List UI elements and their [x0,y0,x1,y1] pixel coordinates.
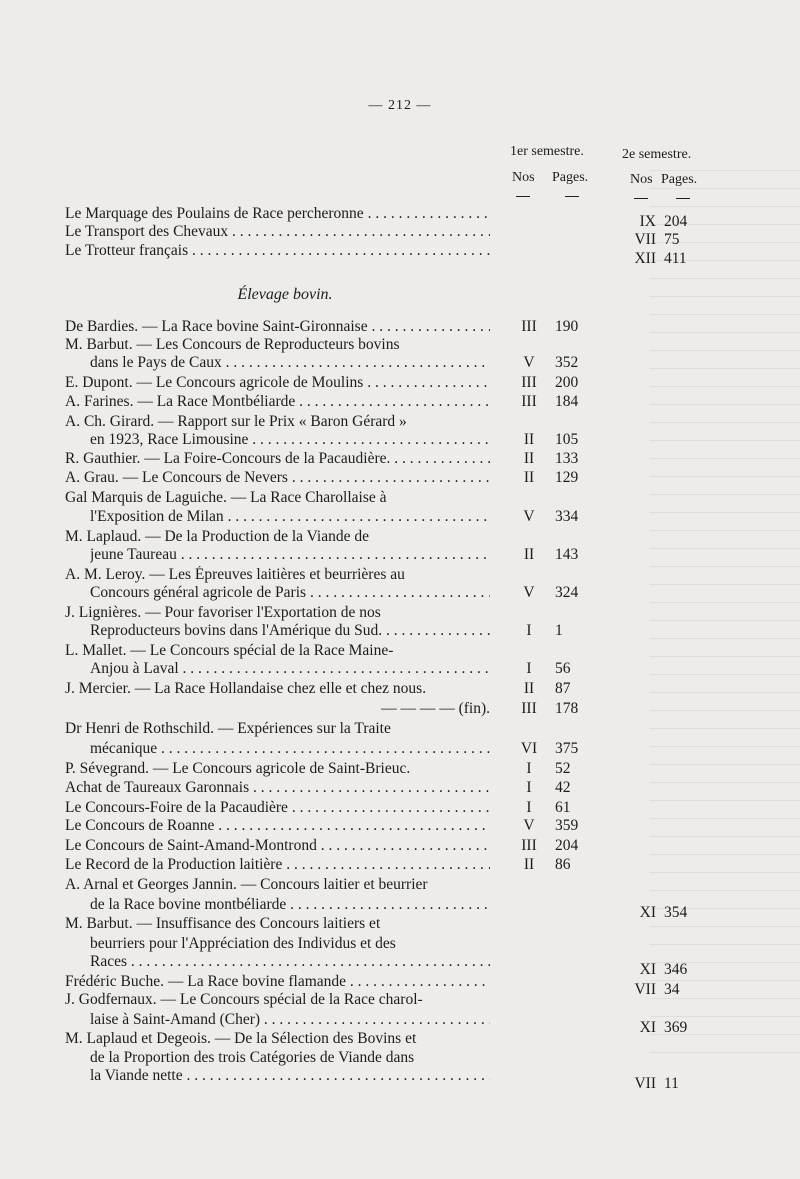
entry-title: P. Sévegrand. — Le Concours agricole de Saint-Brieuc. [65,760,411,777]
header-nos-1: Nos [512,170,535,185]
index-entry-row [0,469,800,487]
index-entry-row [0,973,800,998]
index-entry-row [0,1067,800,1092]
index-entry-row [0,779,800,797]
semester1-page-number: 200 [555,374,579,391]
index-entry-row [0,622,800,640]
index-entry-row [0,740,800,758]
entry-title: Races . . . [90,953,490,971]
index-entry-row [0,760,800,778]
entry-title: A. Grau. — Le Concours de Nevers . . . [65,469,490,487]
index-entry-row [0,1049,800,1067]
entry-title: en 1923, Race Limousine . . . [90,431,490,449]
index-entry-row [0,528,800,546]
semester1-page-number: 184 [555,393,579,410]
entry-title: E. Dupont. — Le Concours agricole de Moulins . . . [65,374,490,392]
entry-title: Le Concours-Foire de la Pacaudière . . . [65,799,490,817]
semester1-issue-number: III [521,393,537,410]
entry-title: Le Concours de Saint-Amand-Montrond . . . [65,837,490,855]
index-entry-row [0,374,800,392]
semester2-page-number: 411 [664,250,687,267]
entry-title: Frédéric Buche. — La Race bovine flamande . . . [65,973,490,991]
semester2-issue-number: VII [634,231,656,248]
semester1-page-number: 105 [555,431,579,448]
index-entry-row [0,991,800,1009]
index-entry-row [0,700,800,718]
semester1-page-number: 1 [555,622,563,639]
semester1-issue-number: III [521,318,537,335]
semester1-issue-number: II [523,680,535,697]
entry-title: — — — — (fin). [381,700,490,717]
index-entry-row [0,876,800,894]
section-heading: Élevage bovin. [237,286,333,303]
entry-title: J. Lignières. — Pour favoriser l'Exportation de nos [65,604,381,621]
page-number: — 212 — [368,98,432,113]
semester2-issue-number: VII [634,1075,656,1092]
entry-title: M. Laplaud. — De la Production de la Viande de [65,528,369,545]
semester1-issue-number: V [523,584,535,601]
entry-title: A. M. Leroy. — Les Épreuves laitières et beurrières au [65,566,405,583]
entry-title: Le Transport des Chevaux . . . [65,223,490,241]
entry-title: Le Trotteur français . . . [65,242,490,260]
index-entry-row [0,720,800,738]
semester2-issue-number: XII [634,250,656,267]
index-entry-row [0,837,800,855]
header-pages-2: Pages. [661,172,698,187]
entry-title: J. Mercier. — La Race Hollandaise chez elle et chez nous. [65,680,427,697]
index-entry-row [0,935,800,953]
entry-title: L. Mallet. — Le Concours spécial de la Race Maine- [65,642,394,659]
header-semester-1: 1er semestre. [510,144,584,159]
semester1-page-number: 143 [555,546,579,563]
semester2-page-number: 11 [664,1075,679,1092]
entry-title: M. Barbut. — Les Concours de Reproducteurs bovins [65,336,400,353]
semester1-page-number: 334 [555,508,579,525]
semester1-issue-number: II [523,450,535,467]
index-entry-row [0,242,800,267]
index-entry-row [0,354,800,372]
index-entry-row [0,1011,800,1036]
entry-title: l'Exposition de Milan . . . [90,508,490,526]
entry-title: Achat de Taureaux Garonnais . . . [65,779,490,797]
index-entry-row [0,660,800,678]
semester2-page-number: 34 [664,981,680,998]
entry-title: Reproducteurs bovins dans l'Amérique du Sud. . . . [90,622,490,640]
index-entry-row [0,450,800,468]
index-entry-row [0,915,800,933]
semester1-page-number: 133 [555,450,579,467]
semester1-page-number: 86 [555,856,571,873]
semester1-issue-number: I [526,799,532,816]
index-entry-row [0,1030,800,1048]
header-rule [516,196,530,197]
header-rule [634,198,648,199]
semester2-page-number: 354 [664,904,688,921]
entry-title: M. Barbut. — Insuffisance des Concours laitiers et [65,915,381,932]
index-entry-row [0,546,800,564]
header-semester-2: 2e semestre. [622,147,692,162]
semester1-issue-number: II [523,469,535,486]
index-entry-row [0,413,800,431]
semester1-issue-number: I [526,622,532,639]
semester2-page-number: 204 [664,213,688,230]
index-entry-row [0,566,800,584]
entry-title: de la Proportion des trois Catégories de Viande dans [90,1049,415,1066]
entry-title: J. Godfernaux. — Le Concours spécial de la Race charol- [65,991,423,1008]
entry-title: Gal Marquis de Laguiche. — La Race Charollaise à [65,489,387,506]
semester1-page-number: 129 [555,469,579,486]
entry-title: R. Gauthier. — La Foire-Concours de la Pacaudière. . . . [65,450,490,468]
semester1-page-number: 324 [555,584,579,601]
semester2-issue-number: VII [634,981,656,998]
entry-title: Le Concours de Roanne . . . [65,817,490,835]
entry-title: A. Arnal et Georges Jannin. — Concours laitier et beurrier [65,876,428,893]
index-entry-row [0,856,800,874]
semester2-issue-number: XI [639,1019,656,1036]
index-entry-row [0,393,800,411]
semester1-issue-number: VI [520,740,538,757]
entry-title: Dr Henri de Rothschild. — Expériences sur la Traite [65,720,391,737]
header-rule [676,198,690,199]
entry-title: de la Race bovine montbéliarde . . . [90,896,490,914]
semester2-page-number: 369 [664,1019,688,1036]
semester1-issue-number: II [523,856,535,873]
index-entry-row [0,953,800,978]
semester1-page-number: 52 [555,760,571,777]
semester1-issue-number: I [526,660,532,677]
semester1-issue-number: V [523,817,535,834]
entry-title: laise à Saint-Amand (Cher) . . . [90,1011,490,1029]
semester1-page-number: 56 [555,660,571,677]
semester2-page-number: 75 [664,231,680,248]
header-rule [565,196,579,197]
semester1-issue-number: I [526,779,532,796]
entry-title: Le Record de la Production laitière . . . [65,856,490,874]
semester1-page-number: 352 [555,354,579,371]
semester1-page-number: 190 [555,318,579,335]
entry-title: mécanique . . . [90,740,490,758]
index-entry-row [0,205,800,230]
entry-title: De Bardies. — La Race bovine Saint-Gironnaise . . . [65,318,490,336]
index-entry-row [0,642,800,660]
semester2-page-number: 346 [664,961,688,978]
semester1-issue-number: V [523,354,535,371]
semester2-issue-number: XI [639,961,656,978]
index-entry-row [0,680,800,698]
semester1-issue-number: V [523,508,535,525]
semester1-page-number: 61 [555,799,571,816]
index-entry-row [0,336,800,354]
entry-title: Anjou à Laval . . . [90,660,490,678]
entry-title: beurriers pour l'Appréciation des Individus et des [90,935,396,952]
semester1-issue-number: III [521,700,537,717]
index-entry-row [0,604,800,622]
entry-title: A. Ch. Girard. — Rapport sur le Prix « Baron Gérard » [65,413,407,430]
index-entry-row [0,817,800,835]
index-entry-row [0,223,800,248]
index-entry-row [0,896,800,921]
header-nos-2: Nos [630,172,653,187]
semester1-issue-number: II [523,431,535,448]
entry-title: dans le Pays de Caux . . . [90,354,490,372]
entry-title: Le Marquage des Poulains de Race percheronne . . . [65,205,490,223]
entry-title: la Viande nette . . . [90,1067,490,1085]
semester1-issue-number: III [521,837,537,854]
index-entry-row [0,431,800,449]
semester1-issue-number: III [521,374,537,391]
semester2-issue-number: IX [639,213,656,230]
index-entry-row [0,489,800,507]
semester2-issue-number: XI [639,904,656,921]
entry-title: A. Farines. — La Race Montbéliarde . . . [65,393,490,411]
semester1-page-number: 375 [555,740,579,757]
index-entry-row [0,799,800,817]
entry-title: M. Laplaud et Degeois. — De la Sélection des Bovins et [65,1030,417,1047]
semester1-issue-number: I [526,760,532,777]
semester1-page-number: 87 [555,680,571,697]
entry-title: jeune Taureau . . . [90,546,490,564]
semester1-page-number: 178 [555,700,579,717]
semester1-page-number: 42 [555,779,571,796]
semester1-page-number: 359 [555,817,579,834]
header-pages-1: Pages. [552,170,589,185]
index-entry-row [0,584,800,602]
semester1-issue-number: II [523,546,535,563]
index-entry-row [0,508,800,526]
index-entry-row [0,318,800,336]
entry-title: Concours général agricole de Paris . . . [90,584,490,602]
semester1-page-number: 204 [555,837,579,854]
